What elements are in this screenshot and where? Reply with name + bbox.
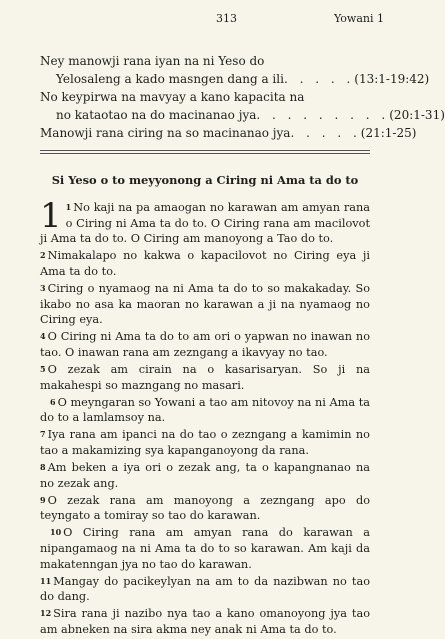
running-head: Yowani 1 — [334, 12, 384, 25]
page-header — [0, 12, 400, 26]
verse — [40, 493, 370, 524]
outline-line — [40, 70, 430, 88]
verse-text: Am beken a iya ori o zezak ang, ta o kapangnanao na no zezak ang. — [40, 461, 370, 490]
book-outline — [40, 52, 445, 142]
verse-number: 11 — [40, 575, 52, 586]
verse-number: 1 — [65, 202, 72, 212]
verse-text: Nimakalapo no kakwa o kapacilovot no Ciring eya ji Ama ta do to. — [40, 249, 370, 278]
verse — [40, 606, 370, 637]
verse-text: O Ciring ni Ama ta do to am ori o yapwan no inawan no tao. O inawan rana am zezngang a ikavyay no tao. — [40, 330, 370, 359]
verse-text: O zezak am cirain na o kasarisaryan. So ji na makahespi so mazngang no masari. — [40, 362, 370, 392]
verse — [40, 248, 370, 279]
leader-dots: . . . . . — [290, 126, 361, 140]
verse-text: Iya rana am ipanci na do tao o zezngang a kamimin no tao a makamizing sya kapanganoyong da rana. — [40, 428, 370, 457]
verse-number: 7 — [40, 429, 46, 440]
page-number: 313 — [216, 12, 237, 25]
verse-text: O zezak rana am manoyong a zezngang apo do teyngato a tomiray so tao do karawan. — [40, 493, 370, 523]
outline-reference: (13:1-19:42) — [354, 72, 430, 86]
verse — [40, 525, 370, 572]
verse-number: 12 — [40, 608, 52, 619]
divider-rule — [40, 150, 370, 151]
verse — [40, 395, 370, 426]
verse-text: No kaji na pa amaogan no karawan am amyan rana o Ciring ni Ama ta do to. O Ciring rana am macilovot ji Ama ta do to. O Ciring am manoyong a Tao do to. — [40, 201, 370, 246]
outline-reference: (21:1-25) — [360, 126, 417, 140]
verse — [40, 427, 370, 458]
outline-text: Ney manowji rana iyan na ni Yeso do — [40, 54, 265, 68]
verse-number: 6 — [50, 396, 56, 407]
leader-dots: . . . . . . . . . — [256, 108, 390, 122]
verse-number: 10 — [50, 527, 62, 538]
divider-rule — [40, 153, 370, 154]
verse-number: 4 — [40, 331, 46, 342]
outline-reference: (20:1-31) — [389, 108, 445, 122]
outline-line — [40, 52, 370, 70]
verse-number: 8 — [40, 462, 46, 472]
verse-text: Ciring o nyamaog na ni Ama ta do to so makakaday. So ikabo no asa ka maoran no karawan a ji na nyamaog no Ciring eya. — [40, 281, 370, 327]
outline-text: Yelosaleng a kado masngen dang a ili — [56, 72, 284, 86]
verse-number: 3 — [40, 282, 46, 293]
outline-text: no kataotao na do macinanao jya — [56, 108, 257, 122]
outline-text: Manowji rana ciring na so macinanao jya — [40, 126, 291, 140]
verse-number: 9 — [40, 494, 46, 505]
verse-text: O Ciring rana am amyan rana do karawan a nipangamaog na ni Ama ta do to so karawan. Am kaji da makatenngan jya no tao do karawan. — [40, 526, 370, 571]
verse-text: Mangay do pacikeylyan na am to da nazibwan no tao do dang. — [40, 574, 370, 604]
chapter-text — [40, 196, 370, 639]
section-heading: Si Yeso o to meyyonong a Ciring ni Ama ta do to — [51, 173, 359, 187]
verse — [40, 574, 370, 605]
outline-text: No keypirwa na mavyay a kano kapacita na — [40, 90, 305, 104]
leader-dots: . . . . . — [283, 72, 355, 86]
verse-number: 5 — [40, 363, 46, 374]
outline-line — [40, 124, 417, 142]
verse-text: O meyngaran so Yowani a tao am nitovoy na ni Ama ta do to a lamlamsoy na. — [40, 395, 370, 425]
outline-line — [40, 88, 370, 106]
outline-line — [40, 106, 445, 124]
chapter-number: 1 — [40, 196, 62, 236]
verse-number: 2 — [40, 250, 46, 261]
verse — [40, 329, 370, 360]
verse — [40, 281, 370, 328]
verse — [40, 196, 370, 247]
verse-text: Sira rana ji nazibo nya tao a kano omanoyong jya tao am abneken na sira akma ney anak ni Ama ta do to. — [40, 607, 370, 636]
verse — [40, 362, 370, 393]
verse — [40, 460, 370, 491]
